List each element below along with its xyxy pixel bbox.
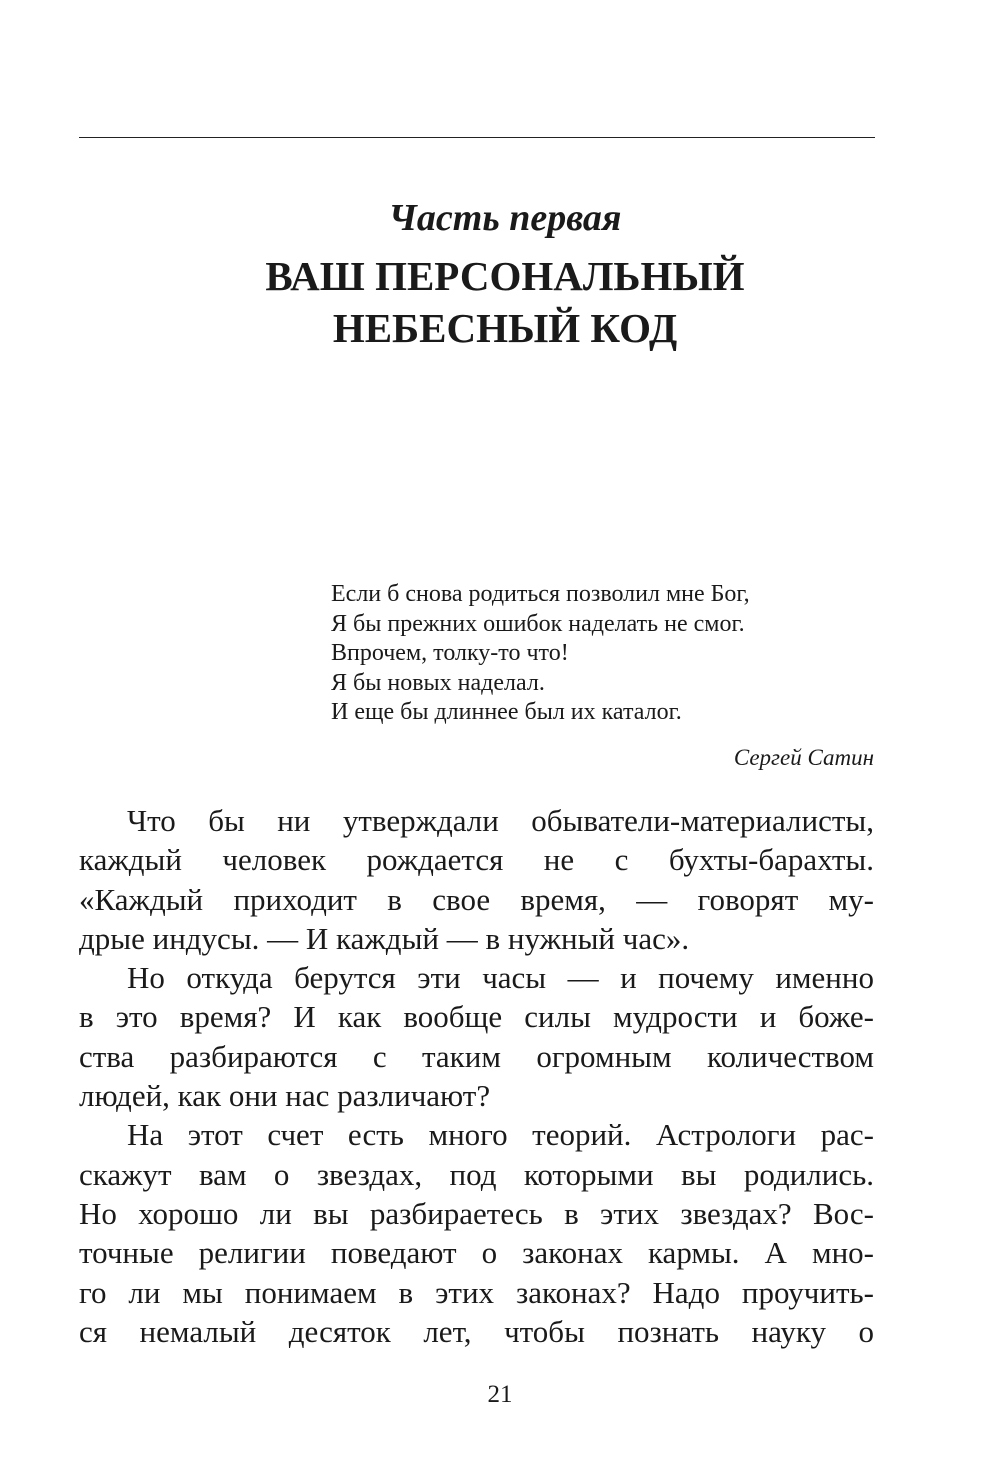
part-title-line-1: ВАШ ПЕРСОНАЛЬНЫЙ [265,253,745,299]
paragraph-1 [79,801,874,958]
text-line: «Каждый приходит в свое время, — говорят му- [79,881,874,917]
text-line: каждый человек рождается не с бухты-барахты. [79,842,874,878]
epigraph-line: И еще бы длиннее был их каталог. [331,699,682,725]
text-line: в это время? И как вообще силы мудрости и боже- [79,999,874,1035]
text-line: Но откуда берутся эти часы — и почему именно [127,960,874,996]
page-number: 21 [487,1381,513,1408]
text-line: Что бы ни утверждали обыватели-материалисты, [127,803,874,838]
text-line: людей, как они нас различают? [79,1078,491,1114]
text-line: Но хорошо ли вы разбираетесь в этих звездах? Вос- [79,1195,874,1231]
part-title-line-2: НЕБЕСНЫЙ КОД [332,305,678,351]
text-line: На этот счет есть много теорий. Астрологи рас- [127,1117,874,1153]
part-label: Часть первая [388,197,622,239]
epigraph-line: Если б снова родиться позволил мне Бог, [331,581,750,607]
header-rule [79,137,875,138]
epigraph-line: Впрочем, толку-то что! [331,640,569,666]
epigraph-author: Сергей Сатин [733,745,874,770]
epigraph-poem [331,580,750,728]
text-line: го ли мы понимаем в этих законах? Надо проучить- [79,1274,874,1310]
text-line: дрые индусы. — И каждый — в нужный час». [79,920,690,956]
paragraph-3 [79,1115,874,1351]
text-line: ства разбираются с таким огромным количеством [79,1038,874,1074]
text-line: ся немалый десяток лет, чтобы познать науку о [79,1313,874,1349]
epigraph-line: Я бы новых наделал. [331,669,545,696]
text-line: точные религии поведают о законах кармы. А мно- [79,1235,874,1271]
paragraph-2 [79,958,874,1115]
body-text [79,801,874,1351]
part-title [0,250,1000,354]
epigraph-line: Я бы прежних ошибок наделать не смог. [331,610,745,637]
text-line: скажут вам о звездах, под которыми вы родились. [79,1156,874,1192]
